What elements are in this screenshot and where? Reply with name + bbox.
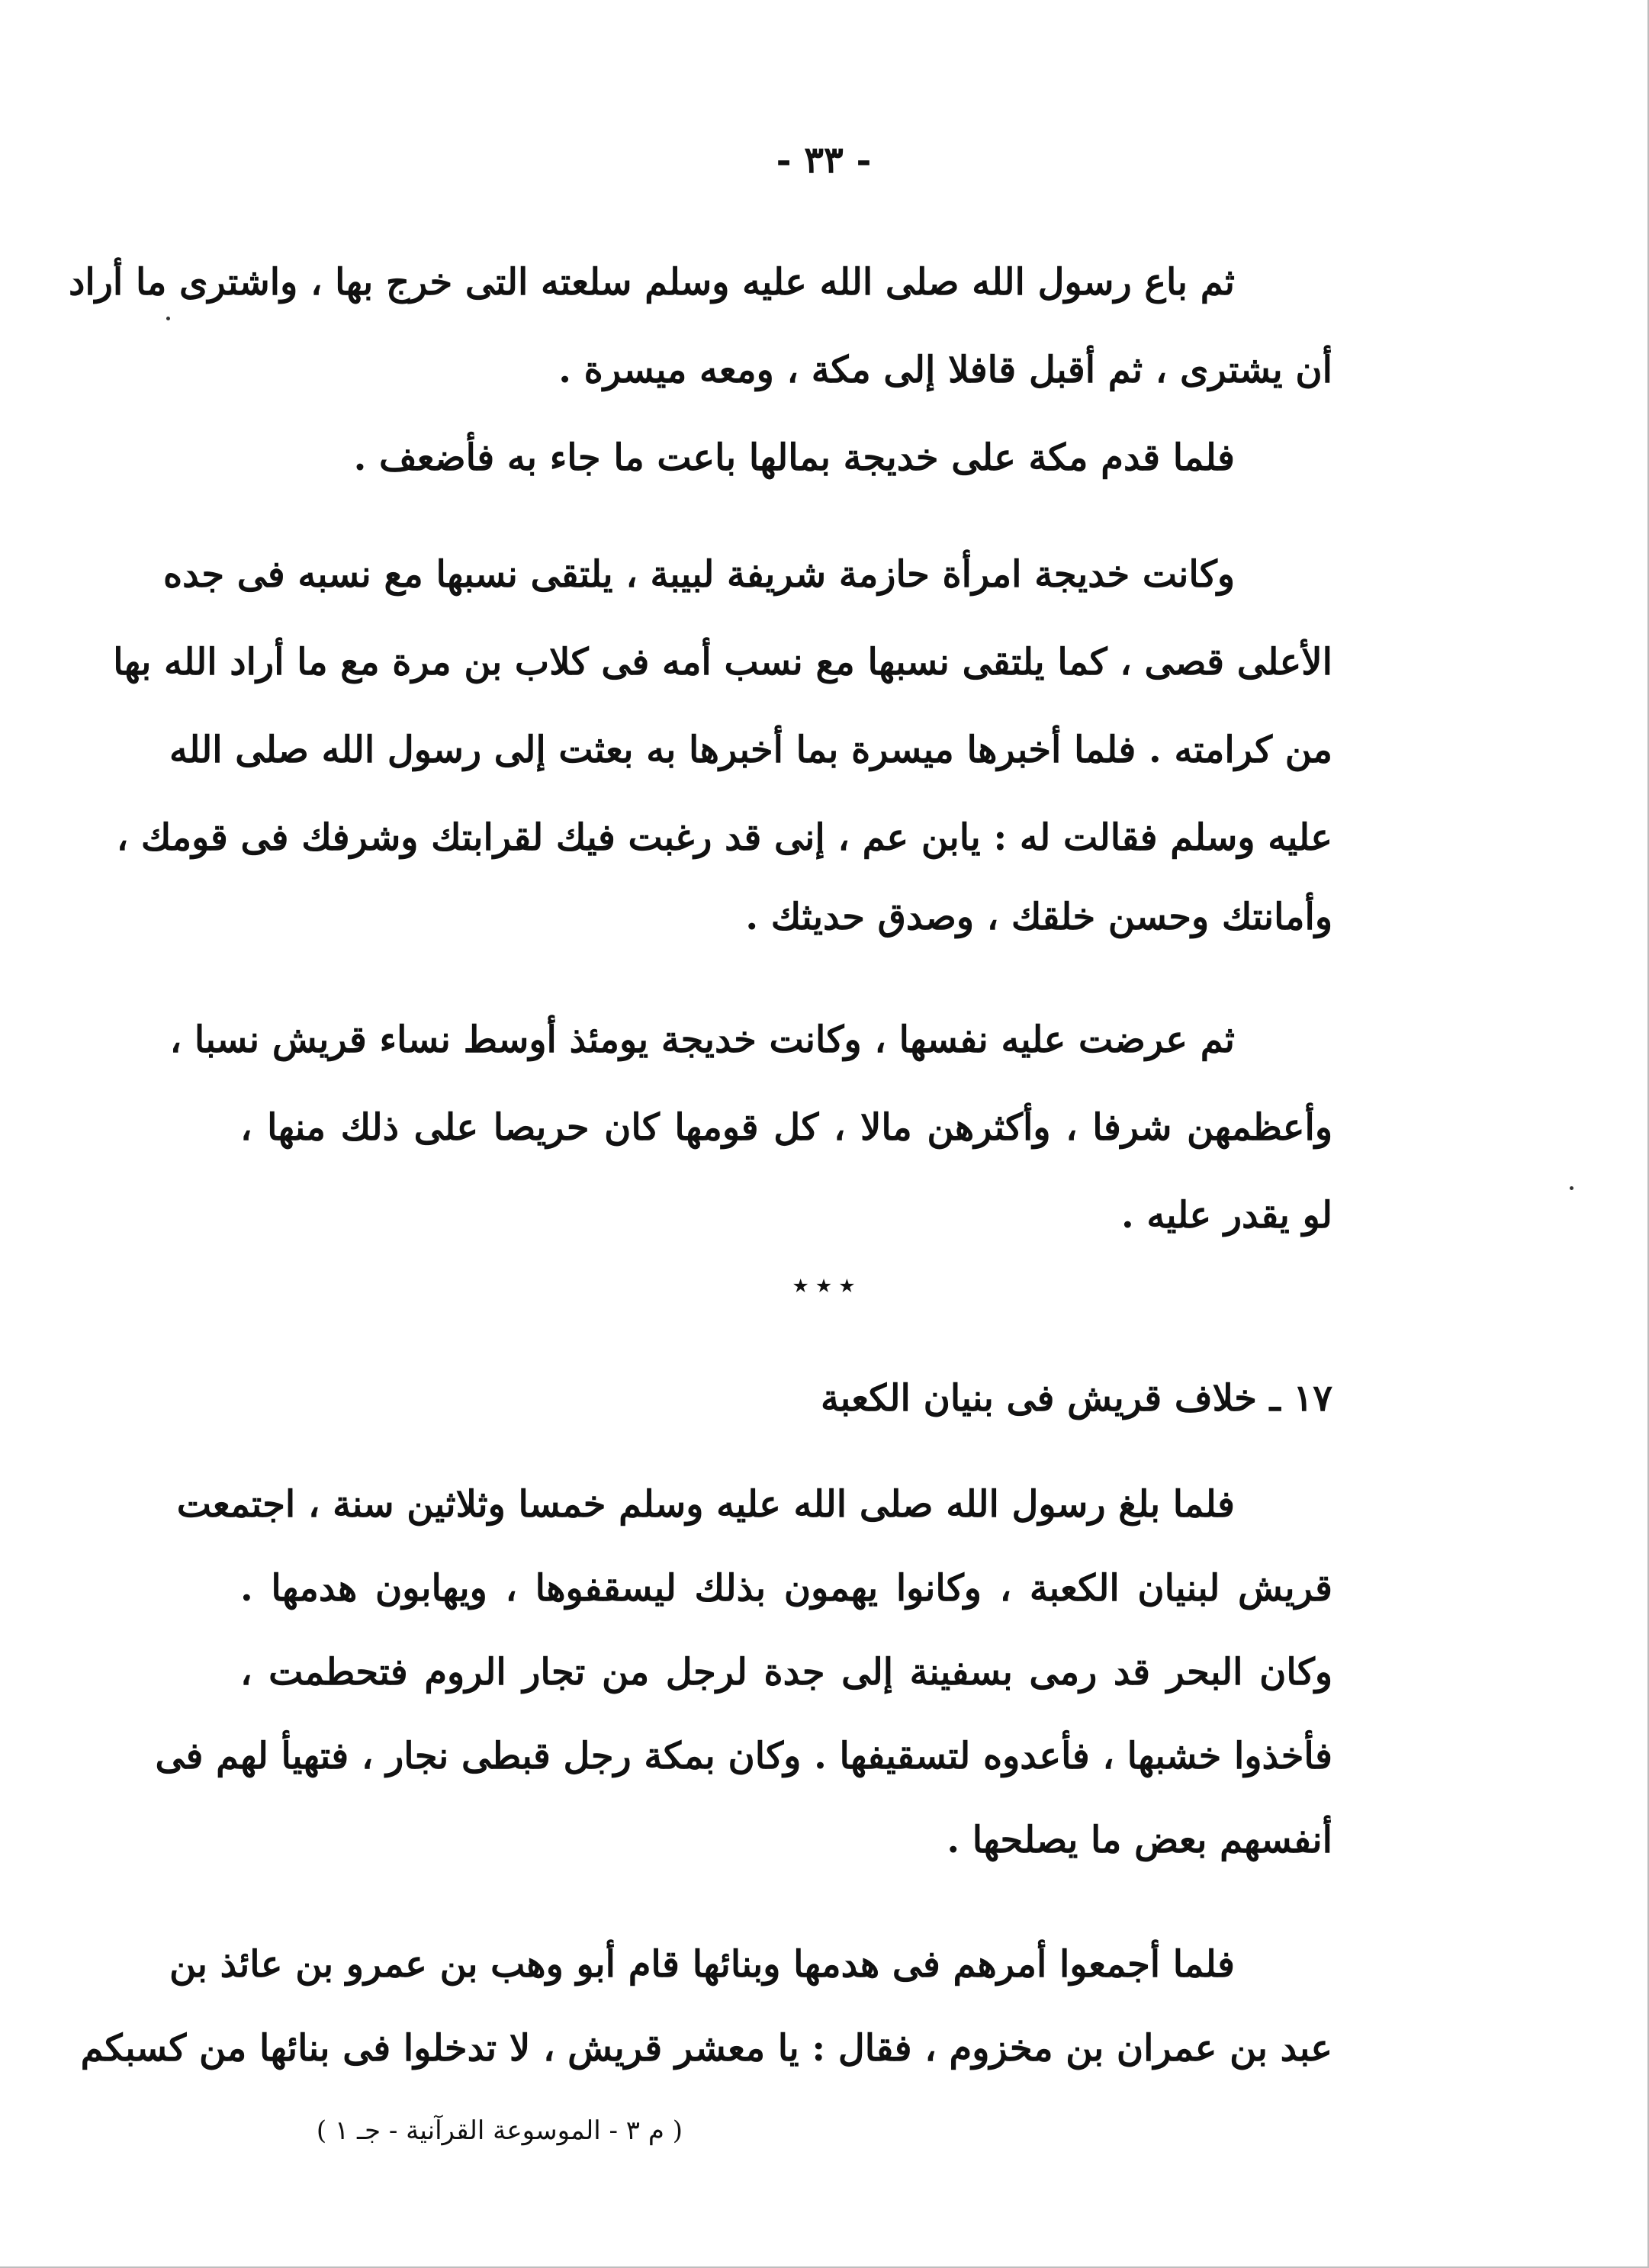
- text-line: عبد بن عمران بن مخزوم ، فقال : يا معشر قريش ، لا تدخلوا فى بنائها من كسبكم: [80, 2027, 1332, 2070]
- text-line: الأعلى قصى ، كما يلتقى نسبها مع نسب أمه فى كلاب بن مرة مع ما أراد الله بها: [113, 641, 1332, 684]
- text-line: وأمانتك وحسن خلقك ، وصدق حديثك .: [745, 896, 1332, 938]
- footer-note: ( م ٣ - الموسوعة القرآنية - جـ ١ ): [316, 2115, 683, 2146]
- text-line: فلما قدم مكة على خديجة بمالها باعت ما جاء به فأضعف .: [353, 436, 1235, 479]
- text-line: ثم عرضت عليه نفسها ، وكانت خديجة يومئذ أوسط نساء قريش نسبا ،: [169, 1018, 1235, 1061]
- text-line: وأعظمهن شرفا ، وأكثرهن مالا ، كل قومها كان حريصا على ذلك منها ،: [240, 1106, 1332, 1149]
- section-heading: ١٧ ـ خلاف قريش فى بنيان الكعبة: [821, 1377, 1332, 1420]
- text-line: فأخذوا خشبها ، فأعدوه لتسقيفها . وكان بمكة رجل قبطى نجار ، فتهيأ لهم فى: [155, 1735, 1332, 1777]
- section-separator: ٭ ٭ ٭: [793, 1270, 854, 1301]
- scan-speck: [166, 317, 170, 320]
- scan-speck: [1570, 1186, 1573, 1190]
- text-line: وكان البحر قد رمى بسفينة إلى جدة لرجل من تجار الروم فتحطمت ،: [240, 1651, 1332, 1694]
- text-line: لو يقدر عليه .: [1120, 1194, 1332, 1237]
- text-line: قريش لبنيان الكعبة ، وكانوا يهمون بذلك ليسقفوها ، ويهابون هدمها .: [240, 1567, 1333, 1610]
- page-number: - ٣٣ -: [776, 139, 872, 182]
- text-line: أنفسهم بعض ما يصلحها .: [947, 1819, 1332, 1861]
- text-line: فلما بلغ رسول الله صلى الله عليه وسلم خمسا وثلاثين سنة ، اجتمعت: [176, 1483, 1235, 1526]
- text-line: ثم باع رسول الله صلى الله عليه وسلم سلعته التى خرج بها ، واشترى ما أراد: [69, 261, 1235, 304]
- text-line: من كرامته . فلما أخبرها ميسرة بما أخبرها به بعثت إلى رسول الله صلى الله: [169, 729, 1332, 771]
- text-line: فلما أجمعوا أمرهم فى هدمها وبنائها قام أبو وهب بن عمرو بن عائذ بن: [169, 1943, 1235, 1986]
- text-line: وكانت خديجة امرأة حازمة شريفة لبيبة ، يلتقى نسبها مع نسبه فى جده: [162, 553, 1235, 596]
- text-line: أن يشترى ، ثم أقبل قافلا إلى مكة ، ومعه ميسرة .: [558, 349, 1332, 391]
- text-line: عليه وسلم فقالت له : يابن عم ، إنى قد رغبت فيك لقرابتك وشرفك فى قومك ،: [116, 816, 1332, 859]
